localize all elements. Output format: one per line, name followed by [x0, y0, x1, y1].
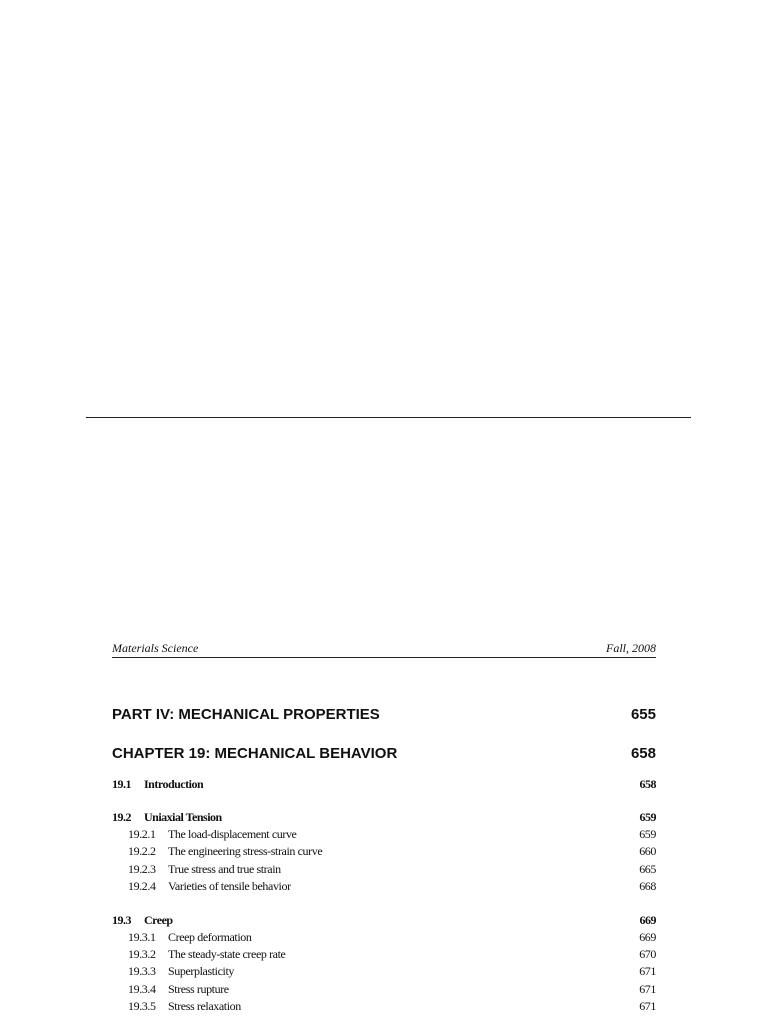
toc-subsection-page: 659 — [639, 827, 656, 841]
toc-subsection-page: 669 — [639, 929, 656, 944]
toc-subsection-page: 671 — [639, 964, 656, 979]
toc-subsection-entry[interactable] — [112, 826, 656, 843]
toc-subsection-entry[interactable] — [112, 843, 656, 860]
toc-chapter-title: CHAPTER 19: MECHANICAL BEHAVIOR — [112, 745, 398, 762]
toc-part-entry[interactable] — [112, 705, 656, 725]
toc-subsection-title: Stress relaxation — [168, 999, 241, 1014]
toc-subsection-entry[interactable] — [112, 878, 656, 895]
toc-subsection-entry[interactable] — [112, 963, 656, 980]
toc-section-entry[interactable] — [112, 809, 656, 826]
toc-subsection-entry[interactable] — [112, 929, 656, 946]
page-separator-line — [86, 417, 691, 418]
toc-part-title: PART IV: MECHANICAL PROPERTIES — [112, 706, 380, 723]
toc-chapter-page: 658 — [630, 745, 656, 762]
toc-subsection-number: 19.3.1 — [128, 929, 156, 944]
toc-subsection-entry[interactable] — [112, 998, 656, 1015]
toc-subsection-number: 19.3.5 — [128, 999, 156, 1014]
toc-subsection-number: 19.2.4 — [128, 879, 156, 894]
toc-chapter-entry[interactable] — [112, 744, 656, 764]
toc-section-page: 659 — [639, 810, 656, 824]
toc-subsection-title: The load-displacement curve — [168, 827, 297, 841]
toc-subsection-label — [128, 981, 229, 998]
toc-subsection-number: 19.2.3 — [128, 861, 156, 876]
header-term: Fall, 2008 — [606, 641, 656, 655]
toc-subsection-label — [128, 861, 281, 878]
toc-section-entry[interactable] — [112, 776, 656, 793]
toc-section-title: Introduction — [144, 777, 204, 791]
toc-section-number: 19.2 — [112, 810, 131, 824]
toc-subsection-label — [128, 843, 322, 860]
toc-section-number: 19.3 — [112, 912, 131, 927]
toc-subsection-number: 19.2.1 — [128, 827, 156, 841]
toc-subsection-page: 670 — [639, 946, 656, 961]
toc-subsection-entry[interactable] — [112, 861, 656, 878]
toc-subsection-entry[interactable] — [112, 946, 656, 963]
toc-subsection-title: True stress and true strain — [168, 861, 281, 876]
toc-subsection-title: The engineering stress-strain curve — [168, 844, 323, 859]
toc-subsection-page: 671 — [639, 981, 656, 996]
toc-subsection-number: 19.3.3 — [128, 964, 156, 979]
toc-subsection-label — [128, 998, 241, 1015]
toc-subsection-title: Creep deformation — [168, 929, 252, 944]
toc-subsection-number: 19.2.2 — [128, 844, 156, 859]
toc-subsection-page: 665 — [639, 861, 656, 876]
toc-subsection-label — [128, 878, 291, 895]
toc-subsection-page: 660 — [639, 844, 656, 859]
toc-subsection-page: 668 — [639, 879, 656, 894]
toc-subsection-label — [128, 826, 296, 843]
toc-subsection-title: Varieties of tensile behavior — [168, 879, 291, 894]
toc-section-label — [112, 809, 222, 826]
toc-section-number: 19.1 — [112, 777, 131, 791]
toc-section-page: 669 — [639, 912, 656, 927]
toc-subsection-label — [128, 946, 285, 963]
toc-subsection-label — [128, 929, 252, 946]
toc-sections — [112, 776, 656, 1016]
toc-section-entry[interactable] — [112, 912, 656, 929]
toc-section-title: Creep — [144, 912, 173, 927]
toc-section-label — [112, 912, 173, 929]
toc-subsection-label — [128, 963, 234, 980]
header-course: Materials Science — [112, 641, 199, 655]
toc-subsection-entry[interactable] — [112, 981, 656, 998]
toc-section-label — [112, 776, 203, 793]
toc-subsection-title: The steady-state creep rate — [168, 946, 286, 961]
toc-subsection-number: 19.3.2 — [128, 946, 156, 961]
toc-subsection-page: 671 — [639, 999, 656, 1014]
toc-section-title: Uniaxial Tension — [144, 810, 222, 824]
toc-subsection-title: Superplasticity — [168, 964, 234, 979]
table-of-contents — [112, 700, 656, 1016]
toc-subsection-title: Stress rupture — [168, 981, 229, 996]
toc-subsection-number: 19.3.4 — [128, 981, 156, 996]
toc-section-page: 658 — [639, 777, 656, 791]
toc-part-page: 655 — [630, 706, 656, 723]
running-header — [112, 641, 656, 658]
